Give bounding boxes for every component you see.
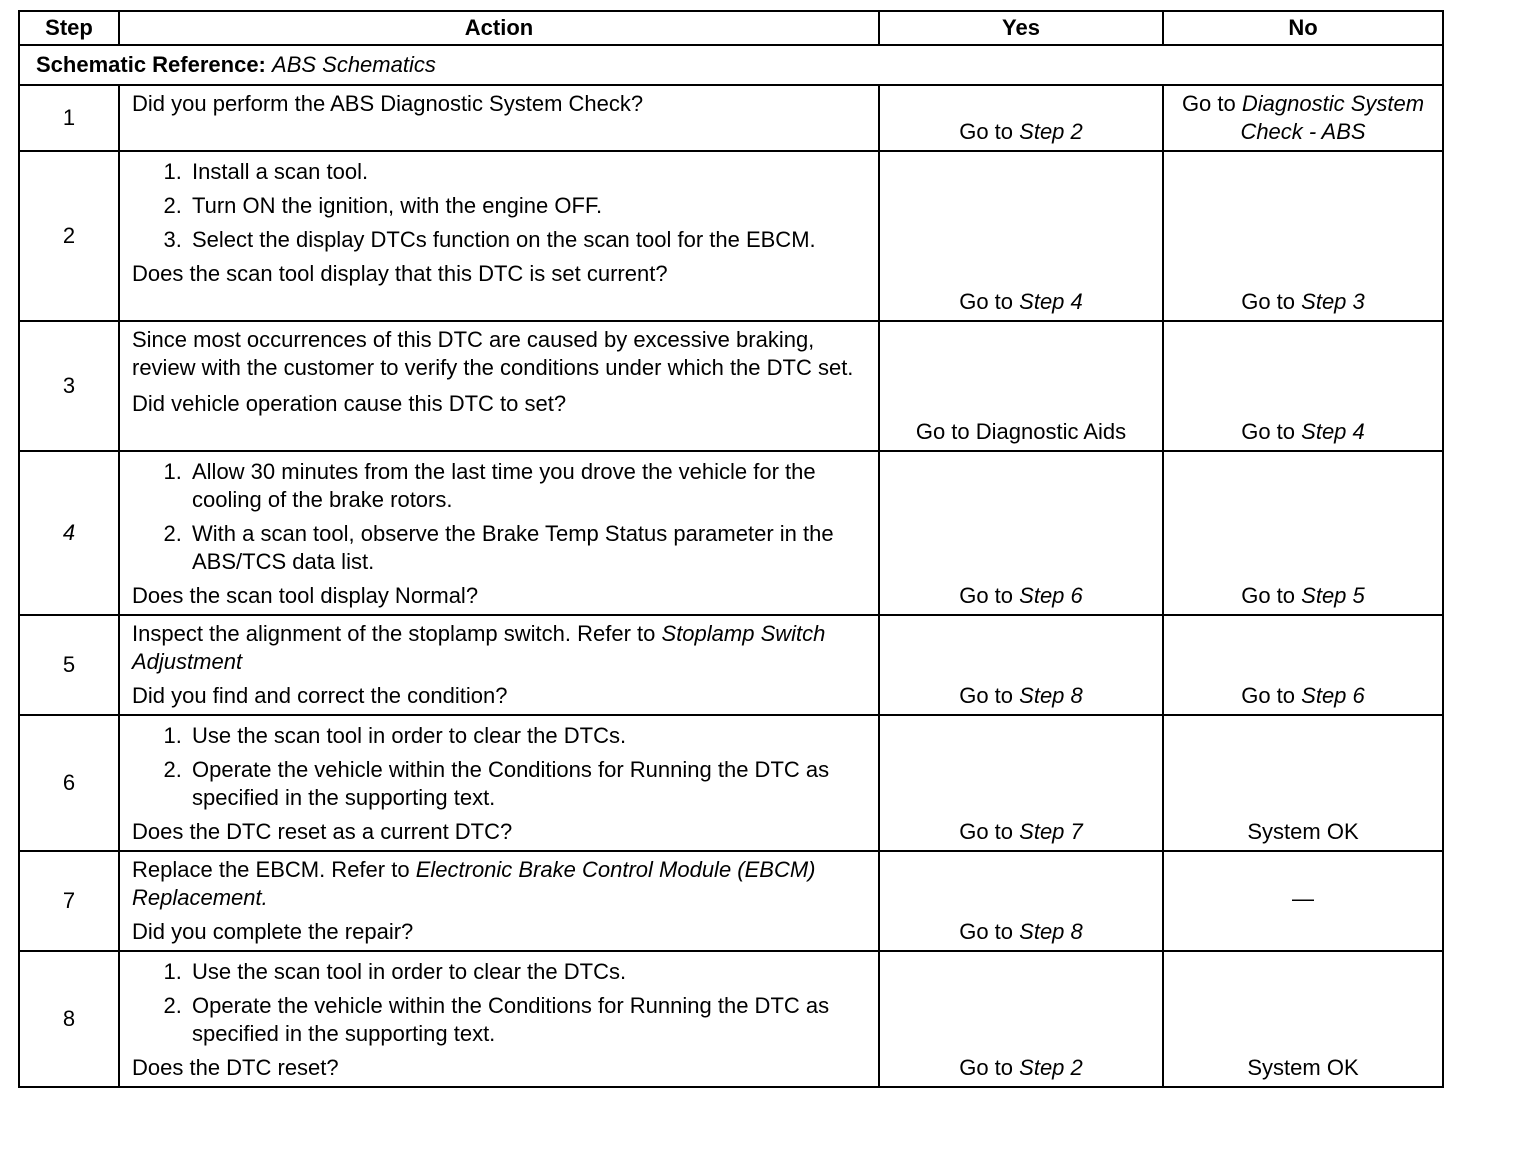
no-cell [1163, 151, 1443, 321]
table-row [19, 151, 1443, 321]
table-row [19, 951, 1443, 1087]
action-question: Did you find and correct the condition? [132, 683, 508, 708]
header-no: No [1163, 11, 1443, 45]
step-number: 8 [19, 951, 119, 1087]
step-number: 1 [19, 85, 119, 151]
header-step: Step [19, 11, 119, 45]
step-number: 5 [19, 615, 119, 715]
table-row [19, 851, 1443, 951]
yes-text[interactable]: Go to Diagnostic Aids [915, 419, 1127, 444]
no-prefix: Go to [1241, 289, 1296, 314]
yes-prefix: Go to [959, 683, 1014, 708]
step-number: 3 [19, 321, 119, 451]
table-row [19, 85, 1443, 151]
no-link[interactable]: Step 4 [1301, 419, 1365, 444]
action-text: Since most occurrences of this DTC are caused by excessive braking, review with the customer to verify the conditions under which the DTC set. [132, 327, 854, 380]
diagnostic-table [18, 10, 1444, 1088]
schematic-reference [19, 45, 1443, 85]
yes-cell [879, 951, 1163, 1087]
action-steps [132, 722, 866, 812]
action-cell [119, 321, 879, 451]
no-cell [1163, 715, 1443, 851]
no-cell [1163, 451, 1443, 615]
action-question: Does the scan tool display Normal? [132, 583, 479, 608]
table-row [19, 321, 1443, 451]
yes-cell [879, 321, 1163, 451]
no-dash: — [1292, 886, 1314, 911]
action-step-item: 1. Use the scan tool in order to clear the DTCs. [188, 722, 866, 750]
yes-link[interactable]: Step 2 [1019, 1055, 1083, 1080]
yes-link[interactable]: Step 8 [1019, 919, 1083, 944]
action-question: Does the scan tool display that this DTC is set current? [132, 261, 668, 286]
action-text-link[interactable]: Stoplamp Switch Adjustment [132, 621, 826, 674]
yes-cell [879, 615, 1163, 715]
yes-cell [879, 85, 1163, 151]
yes-link[interactable]: Step 6 [1019, 583, 1083, 608]
schematic-row [19, 45, 1443, 85]
table-row [19, 615, 1443, 715]
yes-prefix: Go to [959, 919, 1014, 944]
no-text: System OK [1247, 1055, 1359, 1080]
header-action: Action [119, 11, 879, 45]
action-step-item: 2. Operate the vehicle within the Conditions for Running the DTC as specified in the supporting text. [188, 756, 866, 812]
table-row [19, 715, 1443, 851]
no-cell [1163, 951, 1443, 1087]
action-cell [119, 715, 879, 851]
no-prefix: Go to [1181, 91, 1236, 116]
yes-prefix: Go to [959, 583, 1014, 608]
action-text-prefix: Replace the EBCM. Refer to [132, 857, 410, 882]
action-text: Did you perform the ABS Diagnostic System Check? [132, 91, 644, 116]
yes-link[interactable]: Step 7 [1019, 819, 1083, 844]
yes-link[interactable]: Step 8 [1019, 683, 1083, 708]
yes-cell [879, 151, 1163, 321]
action-step-item: 1. Use the scan tool in order to clear the DTCs. [188, 958, 866, 986]
action-cell [119, 851, 879, 951]
action-cell [119, 85, 879, 151]
action-question: Does the DTC reset as a current DTC? [132, 819, 513, 844]
action-cell [119, 615, 879, 715]
no-cell [1163, 851, 1443, 951]
step-number: 6 [19, 715, 119, 851]
no-cell [1163, 85, 1443, 151]
step-number: 2 [19, 151, 119, 321]
yes-link[interactable]: Step 2 [1019, 119, 1083, 144]
header-yes: Yes [879, 11, 1163, 45]
action-text-prefix: Inspect the alignment of the stoplamp switch. Refer to [132, 621, 656, 646]
no-prefix: Go to [1241, 583, 1296, 608]
no-link[interactable]: Step 6 [1301, 683, 1365, 708]
action-steps [132, 158, 866, 254]
yes-prefix: Go to [959, 289, 1014, 314]
no-prefix: Go to [1241, 419, 1296, 444]
action-cell [119, 951, 879, 1087]
action-text [132, 856, 866, 912]
schematic-label: Schematic Reference: [36, 52, 266, 77]
action-step-item: 2. With a scan tool, observe the Brake Temp Status parameter in the ABS/TCS data list. [188, 520, 866, 576]
yes-link[interactable]: Step 4 [1019, 289, 1083, 314]
schematic-link[interactable]: ABS Schematics [272, 52, 436, 77]
yes-prefix: Go to [959, 119, 1014, 144]
action-step-item: 3. Select the display DTCs function on the scan tool for the EBCM. [188, 226, 866, 254]
no-link[interactable]: Diagnostic System Check - ABS [1240, 91, 1425, 144]
yes-cell [879, 851, 1163, 951]
action-step-item: 1. Allow 30 minutes from the last time you drove the vehicle for the cooling of the brake rotors. [188, 458, 866, 514]
step-number: 4 [19, 451, 119, 615]
header-row [19, 11, 1443, 45]
action-step-item: 2. Operate the vehicle within the Conditions for Running the DTC as specified in the supporting text. [188, 992, 866, 1048]
table-row [19, 451, 1443, 615]
yes-prefix: Go to [959, 819, 1014, 844]
step-number: 7 [19, 851, 119, 951]
action-step-item: 2. Turn ON the ignition, with the engine OFF. [188, 192, 866, 220]
action-text-link[interactable]: Electronic Brake Control Module (EBCM) Replacement. [132, 857, 816, 910]
action-steps [132, 958, 866, 1048]
action-cell [119, 151, 879, 321]
no-cell [1163, 321, 1443, 451]
action-text [132, 620, 866, 676]
yes-prefix: Go to [959, 1055, 1014, 1080]
action-step-item: 1. Install a scan tool. [188, 158, 866, 186]
action-cell [119, 451, 879, 615]
no-text: System OK [1247, 819, 1359, 844]
action-question: Did you complete the repair? [132, 919, 414, 944]
action-steps [132, 458, 866, 576]
no-cell [1163, 615, 1443, 715]
no-prefix: Go to [1241, 683, 1296, 708]
yes-cell [879, 715, 1163, 851]
no-link[interactable]: Step 5 [1301, 583, 1365, 608]
action-question: Did vehicle operation cause this DTC to set? [132, 391, 567, 416]
no-link[interactable]: Step 3 [1301, 289, 1365, 314]
action-question: Does the DTC reset? [132, 1055, 339, 1080]
yes-cell [879, 451, 1163, 615]
